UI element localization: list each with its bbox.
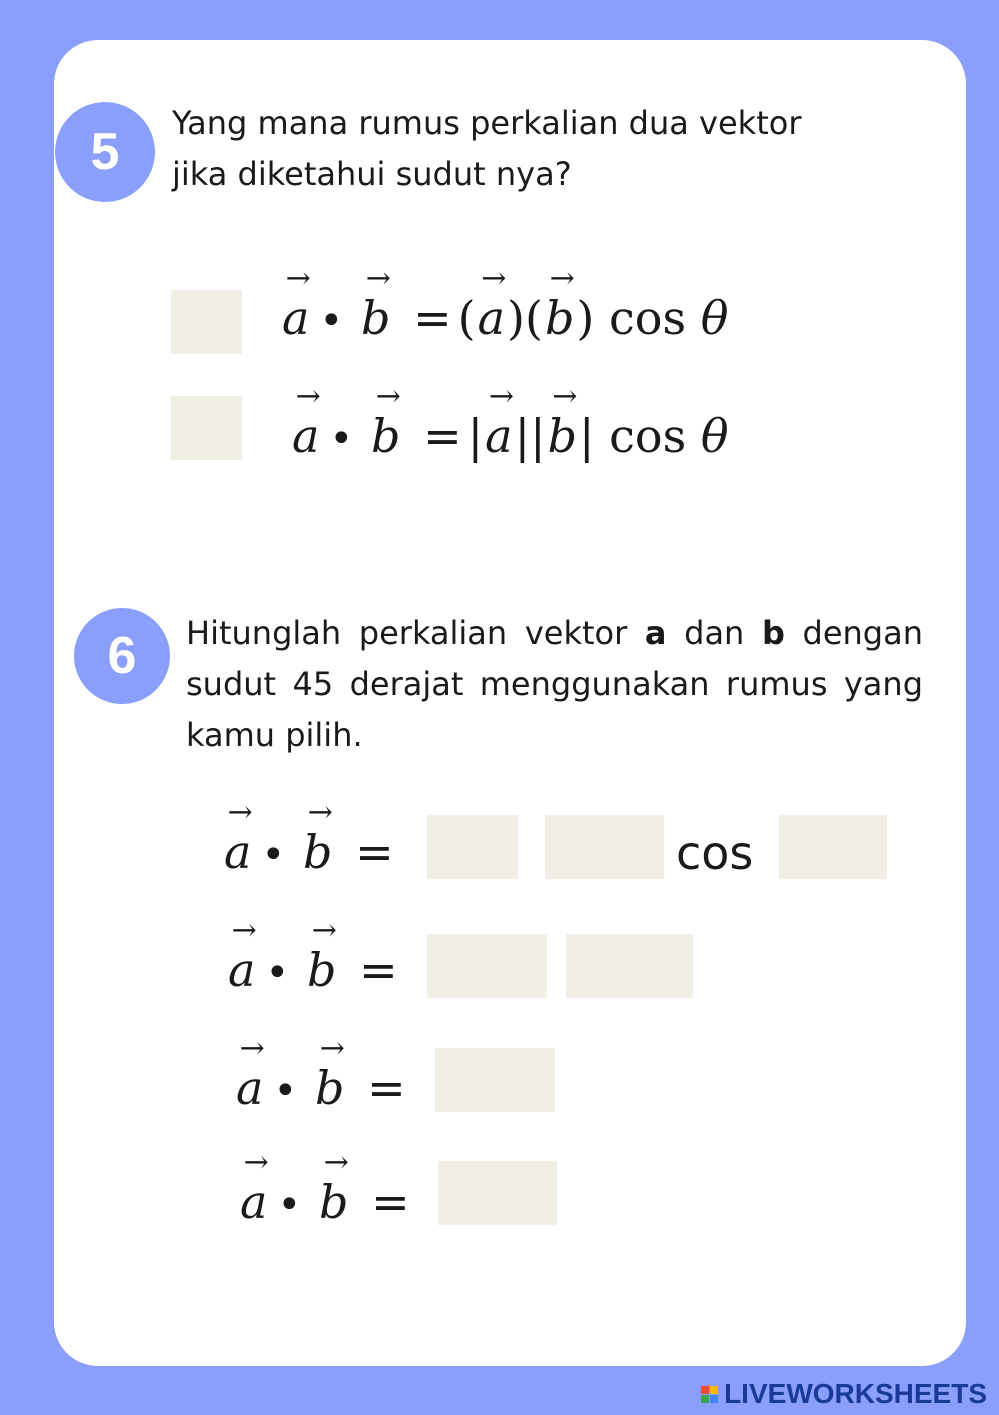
step-1-lhs: → a • → b = [224, 795, 394, 879]
step-4-lhs: → a • → b = [240, 1145, 410, 1229]
question-5-line-1: Yang mana rumus perkalian dua vektor [172, 104, 802, 142]
option-1-checkbox[interactable] [171, 290, 242, 354]
option-2-checkbox[interactable] [171, 396, 242, 460]
step-2-lhs: → a • → b = [228, 913, 398, 997]
vector-b: → b [371, 379, 401, 463]
step-1-angle-input[interactable] [779, 815, 887, 879]
liveworksheets-brand [701, 1379, 987, 1409]
option-1-formula: → a • → b = ( → a)( → b) cos θ [280, 288, 728, 351]
option-2-formula: → a • → b = | → a|| → b| cos θ [290, 406, 729, 469]
step-3-lhs: → a • → b = [236, 1031, 406, 1115]
question-5-line-2: jika diketahui sudut nya? [172, 155, 572, 193]
question-number-badge-6: 6 [74, 608, 170, 704]
step-1-cos-label: cos [676, 826, 754, 880]
brand-name: LIVEWORKSHEETS [724, 1378, 987, 1409]
question-6-text: Hitunglah perkalian vektor a dan b dengan sudut 45 derajat menggunakan rumus yang kamu pilih. [186, 614, 924, 754]
step-2-input-1[interactable] [427, 934, 547, 998]
vector-a: → a [282, 261, 311, 345]
question-5-text [172, 98, 932, 200]
vector-b: → b [361, 261, 391, 345]
step-3-input[interactable] [435, 1048, 555, 1112]
step-1-magnitude-b-input[interactable] [545, 815, 664, 879]
step-2-input-2[interactable] [566, 934, 693, 998]
question-number-badge-5: 5 [55, 102, 155, 202]
step-4-input[interactable] [438, 1161, 557, 1225]
vector-a: → a [292, 379, 321, 463]
liveworksheets-logo-icon [701, 1386, 718, 1403]
step-1-magnitude-a-input[interactable] [427, 815, 518, 879]
